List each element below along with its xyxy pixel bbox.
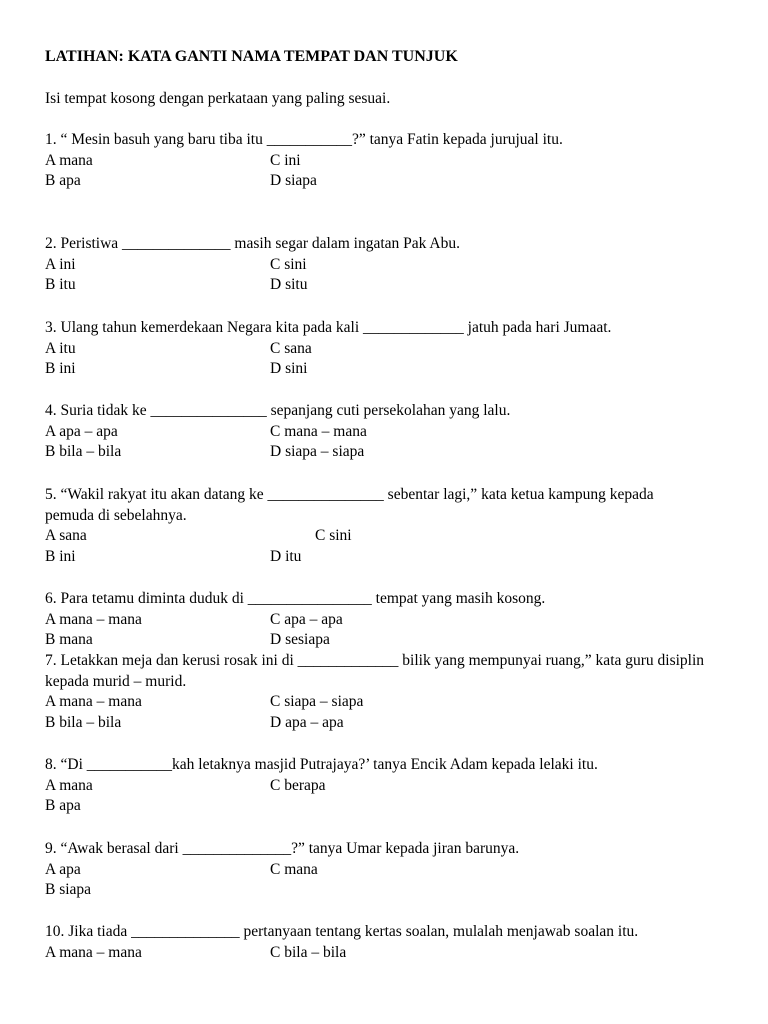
options-row [45, 547, 745, 568]
option-c: C apa – apa [270, 610, 343, 628]
option-c: C siapa – siapa [270, 693, 364, 710]
option-c: C bila – bila [270, 943, 347, 961]
options-row [45, 943, 745, 964]
question-stem: 5. “Wakil rakyat itu akan datang ke _______________ sebentar lagi,” kata ketua kampung kepada pemuda di sebelahnya. [45, 486, 654, 524]
question-1 [45, 130, 745, 192]
question-2 [45, 234, 745, 296]
option-b: B siapa [45, 881, 92, 898]
question-stem: 10. Jika tiada ______________ pertanyaan tentang kertas soalan, mulalah menjawab soalan itu. [45, 923, 639, 940]
question-8 [45, 755, 745, 817]
question-stem: 7. Letakkan meja dan kerusi rosak ini di _____________ bilik yang mempunyai ruang,” kata guru disiplin kepada murid – murid. [45, 652, 705, 690]
option-b: B bila – bila [45, 713, 122, 731]
options-row [45, 359, 745, 380]
question-stem: 9. “Awak berasal dari ______________?” tanya Umar kepada jiran barunya. [45, 840, 520, 857]
options-row [45, 796, 745, 817]
option-c: C mana [270, 860, 318, 878]
options-row [45, 713, 745, 734]
options-row [45, 526, 745, 547]
option-c: C sini [315, 527, 352, 544]
option-b: B bila – bila [45, 443, 122, 460]
option-c: C berapa [270, 776, 326, 794]
option-d: D itu [270, 547, 302, 565]
option-b: B apa [45, 797, 81, 814]
option-d: D apa – apa [270, 713, 344, 731]
options-row [45, 275, 745, 296]
question-3 [45, 318, 745, 380]
options-row [45, 776, 745, 797]
option-a: A mana – mana [45, 610, 142, 628]
question-9 [45, 839, 745, 901]
instruction-text: Isi tempat kosong dengan perkataan yang paling sesuai. [45, 90, 391, 107]
options-row [45, 171, 745, 192]
options-row [45, 880, 745, 901]
options-row [45, 630, 745, 651]
option-b: B itu [45, 276, 76, 293]
option-a: A mana – mana [45, 943, 142, 961]
question-stem: 4. Suria tidak ke _______________ sepanjang cuti persekolahan yang lalu. [45, 402, 511, 419]
options-row [45, 339, 745, 360]
question-stem: 6. Para tetamu diminta duduk di ________________ tempat yang masih kosong. [45, 590, 546, 607]
options-row [45, 442, 745, 463]
option-a: A apa [45, 860, 81, 878]
option-c: C sana [270, 339, 312, 357]
question-10 [45, 922, 745, 963]
option-d: D sini [270, 360, 308, 377]
question-4 [45, 401, 745, 463]
option-a: A apa – apa [45, 422, 118, 440]
option-a: A itu [45, 339, 76, 357]
question-stem: 2. Peristiwa ______________ masih segar dalam ingatan Pak Abu. [45, 235, 460, 252]
option-a: A ini [45, 255, 76, 273]
option-a: A sana [45, 527, 87, 544]
page-title: LATIHAN: KATA GANTI NAMA TEMPAT DAN TUNJUK [45, 48, 458, 65]
options-row [45, 860, 745, 881]
option-a: A mana [45, 151, 93, 169]
options-row [45, 692, 745, 713]
option-d: D siapa – siapa [270, 443, 365, 460]
options-row [45, 255, 745, 276]
option-b: B ini [45, 547, 76, 565]
question-5 [45, 485, 745, 567]
question-6 [45, 589, 745, 651]
option-a: A mana [45, 776, 93, 794]
option-a: A mana – mana [45, 693, 142, 710]
question-stem: 1. “ Mesin basuh yang baru tiba itu ___________?” tanya Fatin kepada jurujual itu. [45, 131, 563, 148]
question-7 [45, 651, 745, 733]
question-stem: 8. “Di ___________kah letaknya masjid Putrajaya?’ tanya Encik Adam kepada lelaki itu. [45, 756, 598, 773]
option-c: C mana – mana [270, 422, 367, 440]
option-b: B ini [45, 360, 76, 377]
option-d: D situ [270, 276, 308, 293]
options-row [45, 422, 745, 443]
option-b: B mana [45, 631, 93, 648]
option-b: B apa [45, 172, 81, 189]
options-row [45, 610, 745, 631]
option-c: C sini [270, 255, 307, 273]
option-c: C ini [270, 151, 301, 169]
question-stem: 3. Ulang tahun kemerdekaan Negara kita pada kali _____________ jatuh pada hari Jumaat. [45, 319, 612, 336]
options-row [45, 151, 745, 172]
option-d: D siapa [270, 172, 317, 189]
option-d: D sesiapa [270, 631, 330, 648]
